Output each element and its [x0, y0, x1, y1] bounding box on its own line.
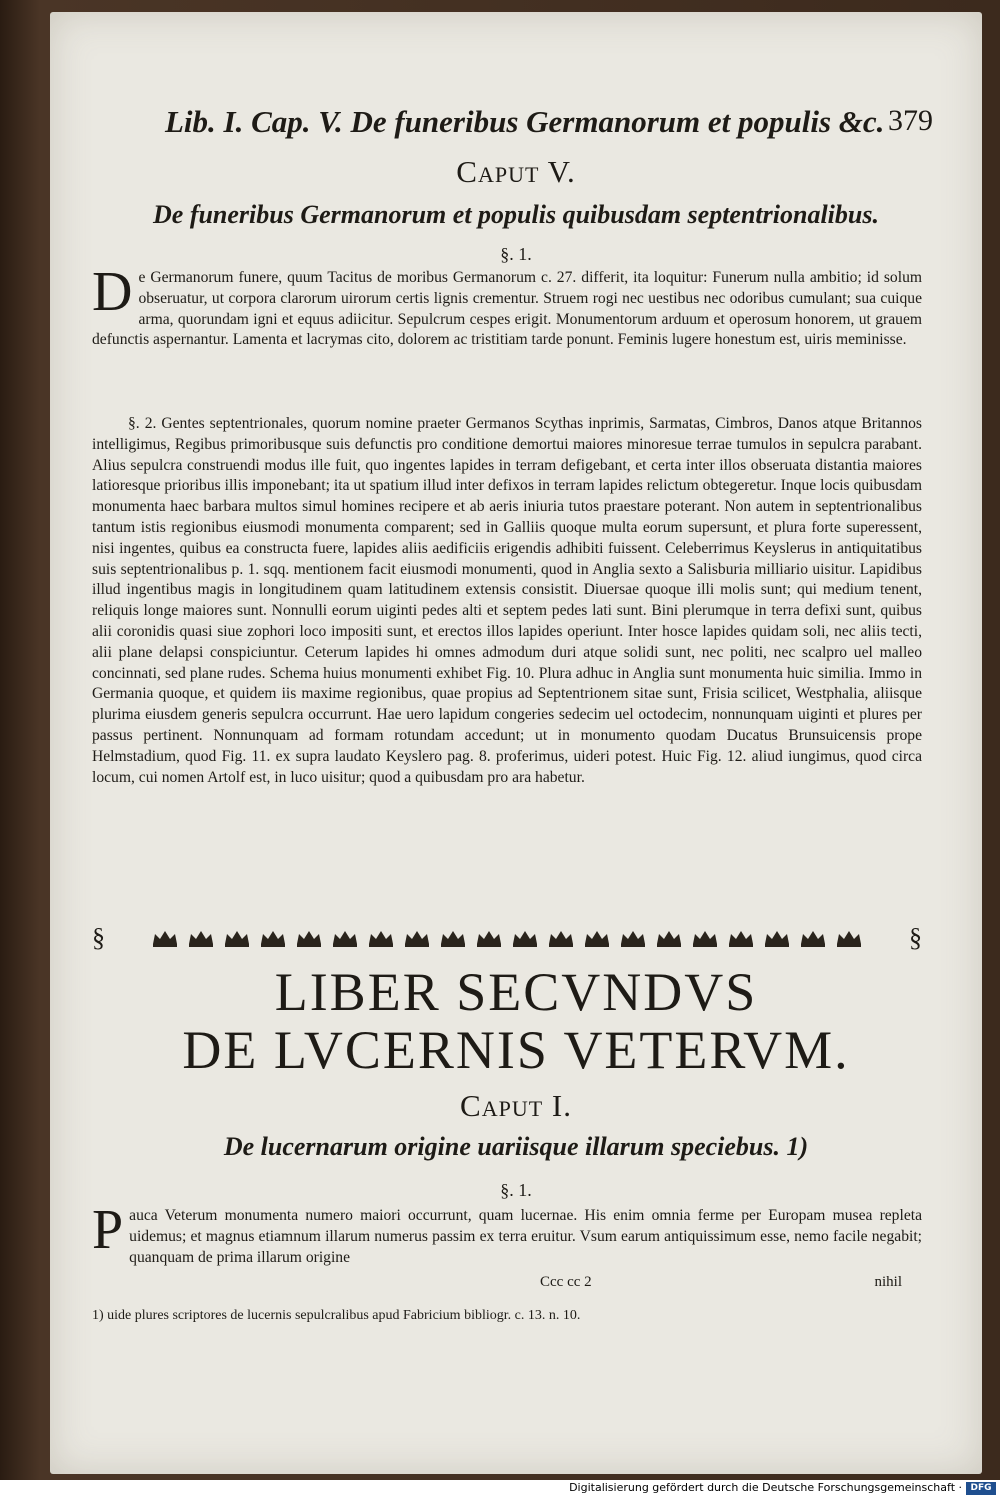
crown-ornament-icon — [799, 928, 827, 948]
crown-ornament-icon — [763, 928, 791, 948]
drop-cap: P — [92, 1199, 124, 1261]
chapter-subtitle: De funeribus Germanorum et populis quibusdam septentrionalibus. — [153, 200, 879, 229]
crown-ornament-icon — [619, 928, 647, 948]
running-head-title: Lib. I. Cap. V. De funeribus Germanorum et populis &c. — [165, 104, 885, 139]
page-number: 379 — [888, 104, 933, 137]
crown-ornament-icon — [295, 928, 323, 948]
paragraph-sign: §. 1. — [500, 244, 532, 264]
crown-ornament-icon — [331, 928, 359, 948]
divider-left-sign: § — [92, 923, 105, 952]
running-head — [165, 104, 933, 144]
funding-credit: Digitalisierung gefördert durch die Deutsche Forschungsgemeinschaft · — [569, 1481, 962, 1494]
crown-ornament-icon — [475, 928, 503, 948]
crown-ornament-icon — [511, 928, 539, 948]
chapter-subtitle: De lucernarum origine uariisque illarum speciebus. 1) — [223, 1132, 809, 1161]
crown-ornament-icon — [187, 928, 215, 948]
crown-ornament-icon — [691, 928, 719, 948]
digitization-footer — [0, 1480, 1000, 1497]
crown-ornament-icon — [655, 928, 683, 948]
crown-ornament-icon — [727, 928, 755, 948]
divider-right-sign: § — [909, 923, 922, 952]
paragraph-3 — [92, 1199, 922, 1268]
chapter-heading: Caput I. — [460, 1088, 572, 1123]
paragraph-text: auca Veterum monumenta numero maiori occurrunt, quam lucernae. His enim omnia ferme per Europam musea repleta uidemus; et magnus etiamnum illarum numerus passim ex terra eruitur. Vsum earum antiquissimum esse, nemo facile negabit; quanquam de prima illarum origine — [129, 1207, 922, 1266]
paragraph-text: §. 2. Gentes septentrionales, quorum nomine praeter Germanos Scythas inprimis, Sarmatas, Cimbros, Danos atque Britannos intelligimus, Regibus primoribusque suis defunctis pro conditione demortui maiores minoresue terrae tumulos in sepulcra parabant. Alius sepulcra construendi modus ille fuit, quo ingentes lapides in terram defigebant, et certa inter illos obseruata distantia maiores latioresque prioribus illis imponebant; ita ut spatium illud inter defixos in terram lapides relictum obtegeretur. Inque locis quibusdam monumenta haec barbara multos simul homines recipere et ab aeris iniuria tutos praestare poterant. Non autem in septentrionalibus tantum istis regionibus eiusmodi monumenta comparent; sed in Galliis quoque multa eorum supersunt, et plura forte superessent, nisi ingentes, quibus ea constructa fuere, lapides aliis aedificiis erigendis adhibiti fuissent. Celeberrimus Keyslerus in antiquitatibus suis septentrionalibus p. 1. sqq. mentionem facit eiusmodi monumenti, quod in Anglia sexto a Salisburia milliario uisitur. Lapidibus illud ingentibus magis in longitudinem quam latitudinem extensis consistit. Diuersae quoque illi molis sunt; qui medium tenent, reliquis longe maiores sunt. Nonnulli eorum uiginti pedes alti et septem pedes lati sunt. Bini plerumque in terra defixi sunt, quibus alii coronidis quasi siue zophori loco impositi sunt, et erectos illos lapides operiunt. Inter hosce lapides quidam soli, nec aliis tecti, alii plane delapsi conspiciuntur. Ceterum lapides hi omnes admodum duri atque solidi sunt, nec politi, nec scalpro uel malleo concinnati, sed plane rudes. Schema huius monumenti exhibet Fig. 10. Plura adhuc in Anglia sunt monumenta huic similia. Immo in Germania quoque, et quidem iis maxime regionibus, quae propius ad Septentrionem sitae sunt, Frisia scilicet, Westphalia, aliisque plurima eiusdem generis sepulcra occurrunt. Hae uero lapidum congeries sedecim uel octodecim, nonnunquam uiginti et plures per passus pertinent. Nonnunquam ad formam rotundam accedunt; ut in monumento quodam Ducatus Brunsuicensis prope Helmstadium, quod Fig. 11. ex supra laudato Keyslero pag. 8. proferimus, uideri potest. Huic Fig. 12. aliud iungimus, quod circa locum, cui nomen Artolf est, in luco uisitur; quod a quibusdam pro ara habetur. — [92, 415, 922, 786]
crown-ornament-icon — [259, 928, 287, 948]
book-title-line-2: DE LVCERNIS VETERVM. — [182, 1020, 850, 1080]
paragraph-2 — [92, 414, 922, 788]
dfg-logo: DFG — [966, 1482, 996, 1495]
crown-ornament-icon — [439, 928, 467, 948]
paragraph-1 — [92, 261, 922, 351]
footnote: 1) uide plures scriptores de lucernis sepulcralibus apud Fabricium bibliogr. c. 13. n. 10. — [92, 1308, 581, 1323]
crown-ornament-icon — [223, 928, 251, 948]
paragraph-sign: §. 1. — [500, 1180, 532, 1200]
signature-mark: Ccc cc 2 — [540, 1274, 592, 1290]
chapter-heading: Caput V. — [456, 154, 576, 189]
crown-ornament-icon — [151, 928, 179, 948]
catchword: nihil — [874, 1274, 902, 1290]
drop-cap: D — [92, 261, 133, 323]
crown-ornament-icon — [403, 928, 431, 948]
crown-ornament-row — [151, 928, 863, 948]
paragraph-text: e Germanorum funere, quum Tacitus de moribus Germanorum c. 27. differit, ita loquitur: Funerum nulla ambitio; id solum obseruatur, ut corpora clarorum uirorum certis lignis crementur. Struem rogi nec uestibus nec odoribus cumulant; sua cuique arma, quorundam igni et equus adiicitur. Sepulcrum cespes erigit. Monumentorum arduum et operosum honorem, ut grauem defunctis aspernantur. Lamenta et lacrymas cito, dolorem ac tristitiam tarde ponunt. Feminis lugere honestum est, uiris meminisse. — [92, 269, 922, 349]
book-page — [50, 12, 982, 1474]
crown-ornament-icon — [547, 928, 575, 948]
crown-ornament-icon — [583, 928, 611, 948]
crown-ornament-icon — [835, 928, 863, 948]
book-title-line-1: LIBER SECVNDVS — [274, 962, 758, 1022]
ornamental-divider — [92, 918, 922, 958]
crown-ornament-icon — [367, 928, 395, 948]
